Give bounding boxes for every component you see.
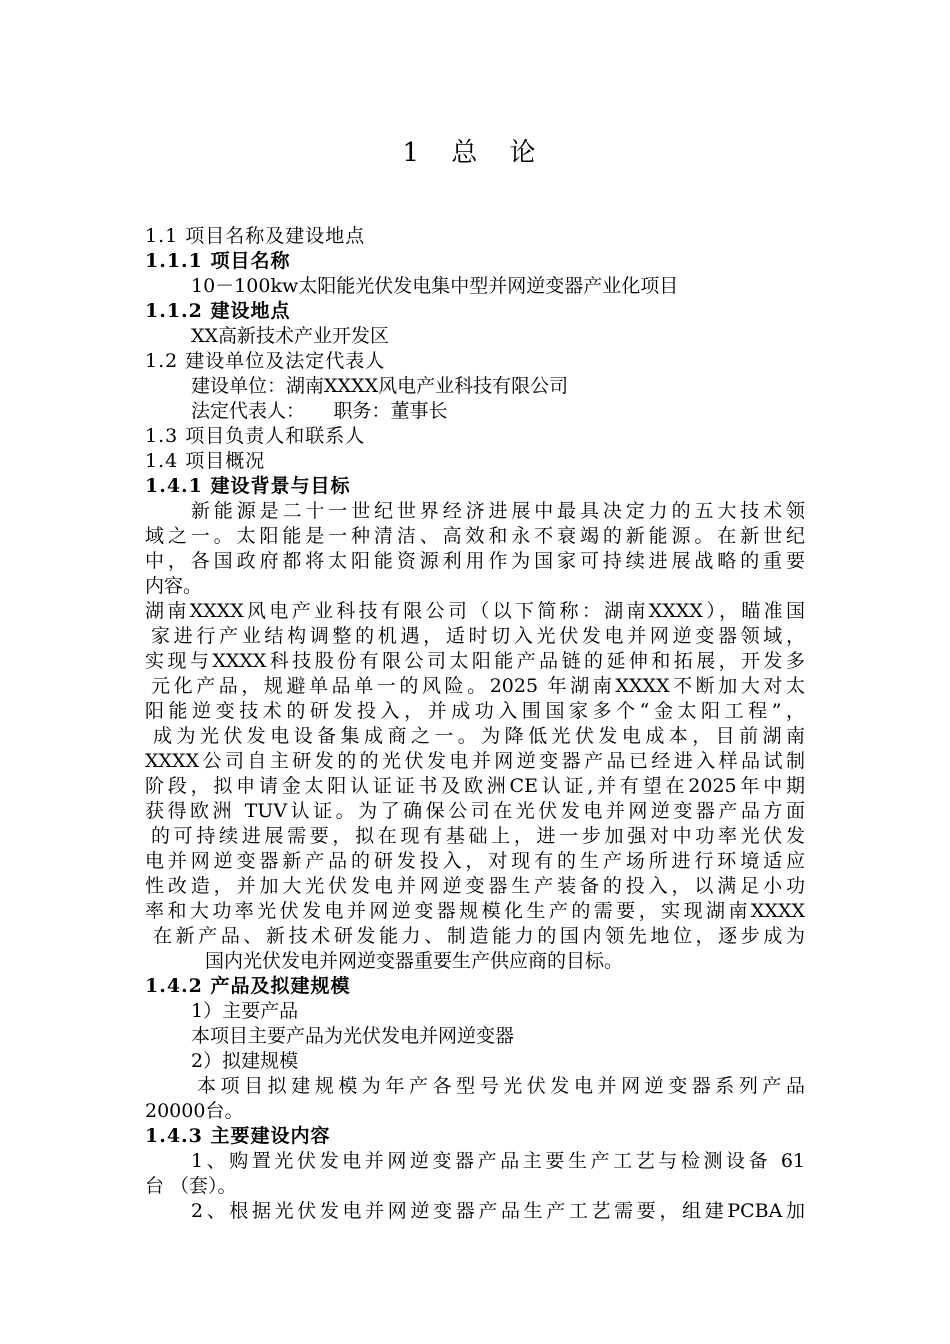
builder-unit: 建设单位：湖南XXXX风电产业科技有限公司 xyxy=(191,375,569,397)
scale-label: 2）拟建规模 xyxy=(191,1050,299,1072)
paragraph-line: 域之一。太阳能是一种清洁、高效和永不衰竭的新能源。在新世纪 xyxy=(145,525,805,547)
paragraph-line: 2、根据光伏发电并网逆变器产品生产工艺需要，组建PCBA加 xyxy=(191,1200,805,1222)
section-1-4-3-heading: 1.4.3 主要建设内容 xyxy=(145,1125,331,1147)
paragraph-line: 阳能逆变技术的研发投入，并成功入围国家多个“金太阳工程”， xyxy=(145,700,805,722)
paragraph-line: 获得欧洲 TUV认证。为了确保公司在光伏发电并网逆变器产品方面 xyxy=(145,800,805,822)
project-name: 10－100kw太阳能光伏发电集中型并网逆变器产业化项目 xyxy=(191,275,679,297)
paragraph-line: 台 （套）。 xyxy=(145,1175,237,1197)
paragraph-line: 率和大功率光伏发电并网逆变器规模化生产的需要，实现湖南XXXX xyxy=(145,900,805,922)
chapter-title: 1 总 论 xyxy=(402,138,548,168)
main-product-label: 1）主要产品 xyxy=(191,1000,299,1022)
paragraph-line: 内容。 xyxy=(145,575,203,597)
paragraph-line: 的可持续进展需要，拟在现有基础上，进一步加强对中功率光伏发 xyxy=(151,825,805,847)
paragraph-line: 湖南XXXX风电产业科技有限公司（以下简称：湖南XXXX），瞄准国 xyxy=(145,600,805,622)
section-1-4-heading: 1.4 项目概况 xyxy=(145,450,266,472)
main-product-text: 本项目主要产品为光伏发电并网逆变器 xyxy=(191,1025,515,1047)
section-1-4-1-heading: 1.4.1 建设背景与目标 xyxy=(145,475,351,497)
section-1-1-1-heading: 1.1.1 项目名称 xyxy=(145,250,291,272)
section-1-2-heading: 1.2 建设单位及法定代表人 xyxy=(145,350,386,372)
paragraph-line: 元化产品，规避单品单一的风险。2025 年湖南XXXX不断加大对太 xyxy=(151,675,805,697)
section-1-1-heading: 1.1 项目名称及建设地点 xyxy=(145,225,366,247)
paragraph-line: 中，各国政府都将太阳能资源利用作为国家可持续进展战略的重要 xyxy=(145,550,805,572)
section-1-1-2-heading: 1.1.2 建设地点 xyxy=(145,300,291,322)
paragraph-line: 家进行产业结构调整的机遇，适时切入光伏发电并网逆变器领域， xyxy=(151,625,805,647)
paragraph-line: 成为光伏发电设备集成商之一。为降低光伏发电成本，目前湖南 xyxy=(153,725,805,747)
section-1-3-heading: 1.3 项目负责人和联系人 xyxy=(145,425,366,447)
project-location: XX高新技术产业开发区 xyxy=(191,325,390,347)
document-body xyxy=(145,224,805,1224)
paragraph-line: 实现与XXXX科技股份有限公司太阳能产品链的延伸和拓展，开发多 xyxy=(145,650,805,672)
paragraph-line: 在新产品、新技术研发能力、制造能力的国内领先地位，逐步成为 xyxy=(153,925,805,947)
paragraph-line: 20000台。 xyxy=(145,1100,244,1122)
paragraph-line: 新能源是二十一世纪世界经济进展中最具决定力的五大技术领 xyxy=(191,500,805,522)
paragraph-line: 本项目拟建规模为年产各型号光伏发电并网逆变器系列产品 xyxy=(197,1075,805,1097)
paragraph-line: 性改造，并加大光伏发电并网逆变器生产装备的投入，以满足小功 xyxy=(145,875,805,897)
paragraph-line: XXXX公司自主研发的的光伏发电并网逆变器产品已经进入样品试制 xyxy=(145,750,805,772)
paragraph-line: 电并网逆变器新产品的研发投入，对现有的生产场所进行环境适应 xyxy=(145,850,805,872)
paragraph-line: 阶段，拟申请金太阳认证证书及欧洲CE认证,并有望在2025年中期 xyxy=(145,775,805,797)
legal-representative: 法定代表人： 职务：董事长 xyxy=(191,400,448,422)
section-1-4-2-heading: 1.4.2 产品及拟建规模 xyxy=(145,975,351,997)
paragraph-line: 国内光伏发电并网逆变器重要生产供应商的目标。 xyxy=(205,950,624,972)
paragraph-line: 1、购置光伏发电并网逆变器产品主要生产工艺与检测设备 61 xyxy=(191,1150,805,1172)
